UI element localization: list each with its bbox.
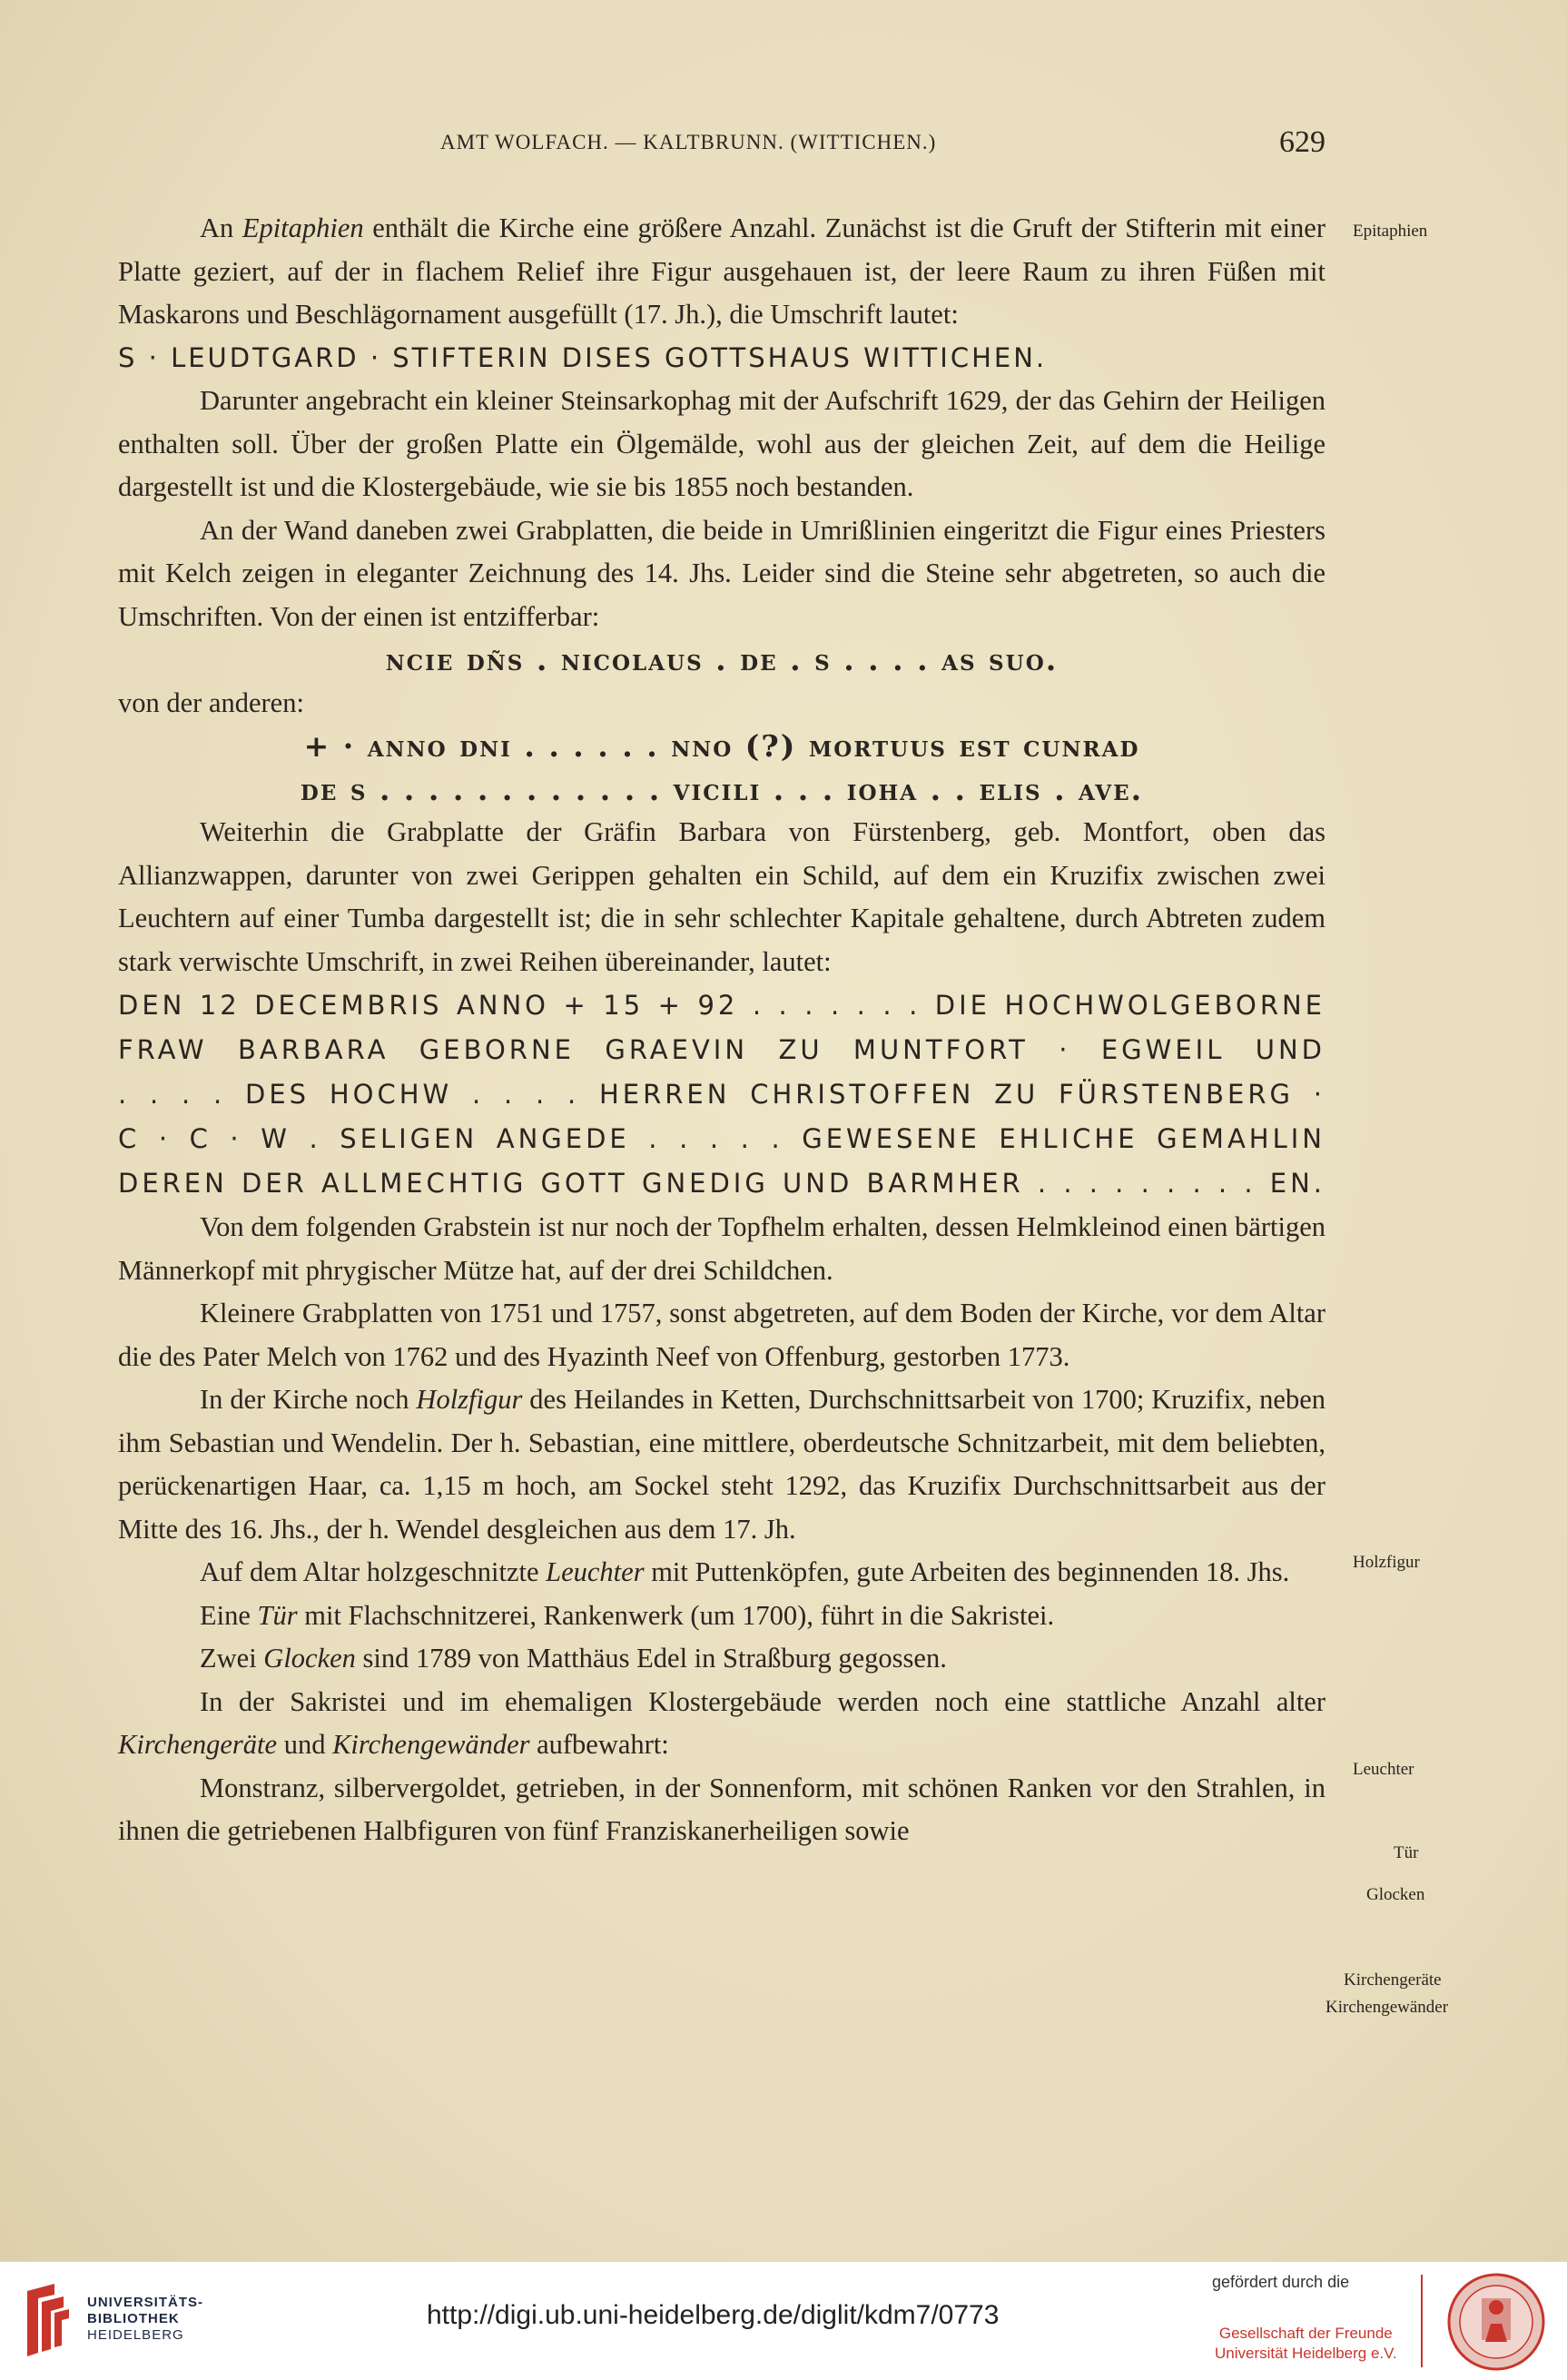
- caps-line: C · C · W . SELIGEN ANGEDE . . . . . GEWESENE EHLICHE GEMAHLIN: [118, 1123, 1326, 1154]
- inscription-leudtgard: S · LEUDTGARD · STIFTERIN DISES GOTTSHAUS WITTICHEN.: [118, 341, 1048, 373]
- caps-line: DEREN DER ALLMECHTIG GOTT GNEDIG UND BARMHER . . . . . . . . . EN.: [118, 1168, 1326, 1199]
- paragraph-monstranz: Monstranz, silbervergoldet, getrieben, in der Sonnenform, mit schönen Ranken vor den Strahlen, in ihnen die getriebenen Halbfiguren von fünf Franziskanerheiligen sowie: [118, 1772, 1326, 1846]
- society-name: Gesellschaft der Freunde Universität Heidelberg e.V.: [1215, 2325, 1397, 2362]
- library-name: UNIVERSITÄTS- BIBLIOTHEK HEIDELBERG: [87, 2295, 204, 2343]
- library-logo-icon: [20, 2282, 74, 2358]
- paragraph-barbara: Weiterhin die Grabplatte der Gräfin Barbara von Fürstenberg, geb. Montfort, oben das Allianzwappen, darunter von zwei Gerippen gehalten ein Schild, auf dem ein Kruzifix zwischen zwei Leuchtern auf einer Tumba dargestellt ist; die in sehr schlechter Kapitale gehaltene, durch Abtreten zudem stark verwischte Umschrift, in zwei Reihen übereinander, lautet:: [118, 816, 1326, 977]
- caps-line: DEN 12 DECEMBRIS ANNO + 15 + 92 . . . . . . . DIE HOCHWOLGEBORNE: [118, 990, 1326, 1021]
- page-number: 629: [1279, 125, 1326, 159]
- page-header: [118, 125, 1326, 162]
- margin-note-kirchengewaender: Kirchengewänder: [1326, 1998, 1449, 2017]
- running-head: AMT WOLFACH. — KALTBRUNN. (WITTICHEN.): [440, 131, 937, 153]
- paragraph-topfhelm: Von dem folgenden Grabstein ist nur noch der Topfhelm erhalten, dessen Helmkleinod einen bärtigen Männerkopf mit phrygischer Mütze hat, auf der drei Schildchen.: [118, 1211, 1326, 1286]
- margin-note-leuchter: Leuchter: [1353, 1760, 1414, 1779]
- caps-line: . . . . DES HOCHW . . . . HERREN CHRISTOFFEN ZU FÜRSTENBERG ·: [118, 1079, 1326, 1110]
- paragraph-leuchter: Auf dem Altar holzgeschnitzte Leuchter mit Puttenköpfen, gute Arbeiten des beginnenden 18. Jhs.: [200, 1556, 1290, 1587]
- permalink-url[interactable]: http://digi.ub.uni-heidelberg.de/diglit/kdm7/0773: [427, 2300, 1000, 2330]
- paragraph-tuer: Eine Tür mit Flachschnitzerei, Rankenwerk (um 1700), führt in die Sakristei.: [200, 1599, 1055, 1631]
- caps-line: FRAW BARBARA GEBORNE GRAEVIN ZU MUNTFORT · EGWEIL UND: [118, 1034, 1326, 1065]
- sponsor-label: gefördert durch die: [1212, 2273, 1350, 2291]
- capitals-inscription: [118, 983, 1326, 1206]
- body-text: [118, 207, 1326, 1853]
- gothic-inscription-3: de s . . . . . . . . . . . . vicili . . . ioha . . elis . ave.: [300, 771, 1144, 807]
- margin-note-kirchengeraete: Kirchengeräte: [1344, 1970, 1442, 1990]
- paragraph-sarkophag: Darunter angebracht ein kleiner Steinsarkophag mit der Aufschrift 1629, der das Gehirn der Heiligen enthalten soll. Über der großen Platte ein Ölgemälde, wohl aus der gleichen Zeit, auf dem die Heilige dargestellt ist und die Klostergebäude, wie sie bis 1855 noch bestanden.: [118, 385, 1326, 502]
- footer-bar: [0, 2261, 1567, 2380]
- von-der-anderen: von der anderen:: [118, 686, 304, 718]
- margin-note-holzfigur: Holzfigur: [1353, 1553, 1420, 1572]
- gothic-inscription-2: + · anno dni . . . . . . nno (?) mortuus est cunrad: [303, 728, 1140, 764]
- gothic-inscription-1: ncie dñs . nicolaus . de . s . . . . as suo.: [385, 642, 1059, 677]
- paragraph-holzfigur: In der Kirche noch Holzfigur des Heilandes in Ketten, Durchschnittsarbeit von 1700; Kruzifix, neben ihm Sebastian und Wendelin. Der h. Sebastian, eine mittlere, oberdeutsche Schnitzarbeit, mit dem beliebten, perückenartigen Haar, ca. 1,15 m hoch, am Sockel steht 1292, das Kruzifix Durchschnittsarbeit aus der Mitte des 16. Jhs., der h. Wendel desgleichen aus dem 17. Jh.: [118, 1384, 1326, 1545]
- paragraph-glocken: Zwei Glocken sind 1789 von Matthäus Edel in Straßburg gegossen.: [200, 1643, 947, 1674]
- paragraph-grabplatten: An der Wand daneben zwei Grabplatten, die beide in Umrißlinien eingeritzt die Figur eines Priesters mit Kelch zeigen in eleganter Zeichnung des 14. Jhs. Leider sind die Steine sehr abgetreten, so auch die Umschriften. Von der einen ist entzifferbar:: [118, 514, 1326, 632]
- paragraph-kleinere-grabplatten: Kleinere Grabplatten von 1751 und 1757, sonst abgetreten, auf dem Boden der Kirche, vor dem Altar die des Pater Melch von 1762 und des Hyazinth Neef von Offenburg, gestorben 1773.: [118, 1298, 1326, 1372]
- margin-note-glocken: Glocken: [1366, 1885, 1425, 1904]
- paragraph-epitaphien: An Epitaphien enthält die Kirche eine größere Anzahl. Zunächst ist die Gruft der Stifterin mit einer Platte geziert, auf der in flachem Relief ihre Figur ausgehauen ist, der leere Raum zu ihren Füßen mit Maskarons und Beschlägornament ausgefüllt (17. Jh.), die Umschrift lautet:: [118, 212, 1326, 330]
- paragraph-sakristei: In der Sakristei und im ehemaligen Klostergebäude werden noch eine stattliche Anzahl alter Kirchengeräte und Kirchengewänder aufbewahrt:: [118, 1685, 1326, 1760]
- footer-divider: [1421, 2275, 1423, 2367]
- margin-note-tuer: Tür: [1394, 1843, 1419, 1862]
- margin-note-epitaphien: Epitaphien: [1353, 222, 1428, 241]
- university-seal-icon: [1445, 2271, 1547, 2373]
